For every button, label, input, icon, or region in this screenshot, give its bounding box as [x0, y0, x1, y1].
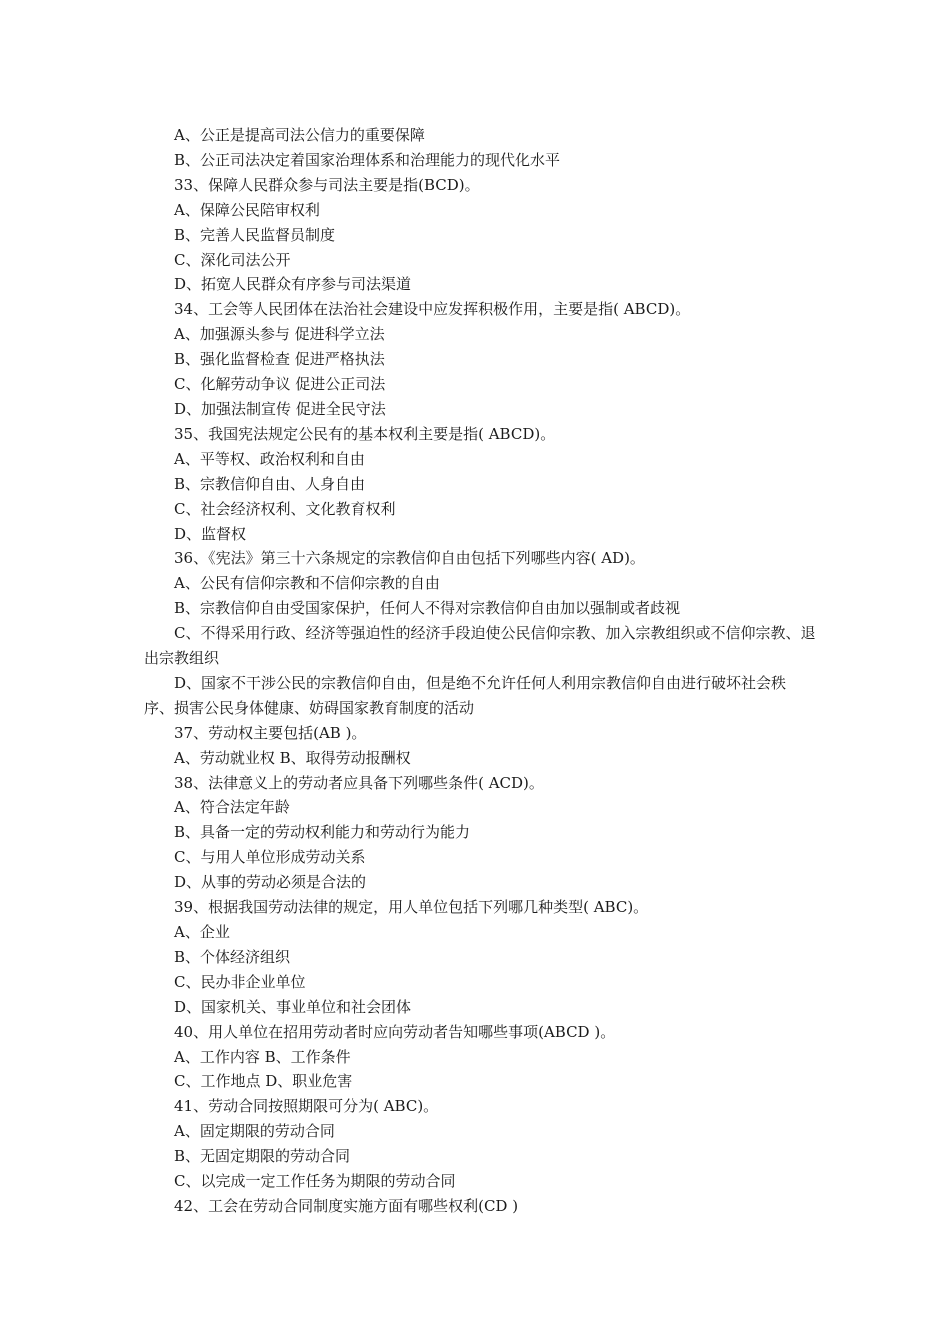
- text-line: B、公正司法决定着国家治理体系和治理能力的现代化水平: [174, 150, 561, 169]
- option-line: A、公民有信仰宗教和不信仰宗教的自由: [174, 574, 440, 593]
- question-line: 33、保障人民群众参与司法主要是指(BCD)。: [174, 175, 480, 194]
- question-line: 37、劳动权主要包括(AB )。: [174, 723, 367, 742]
- question-line: 40、用人单位在招用劳动者时应向劳动者告知哪些事项(ABCD )。: [174, 1022, 616, 1041]
- option-line: B、宗教信仰自由受国家保护，任何人不得对宗教信仰自由加以强制或者歧视: [174, 599, 681, 618]
- question-line: 34、工会等人民团体在法治社会建设中应发挥积极作用，主要是指( ABCD)。: [174, 300, 691, 319]
- option-line: A、加强源头参与 促进科学立法: [174, 325, 385, 344]
- option-line: C、不得采用行政、经济等强迫性的经济手段迫使公民信仰宗教、加入宗教组织或不信仰宗教、退出宗教组织: [144, 624, 816, 668]
- option-line: B、具备一定的劳动权利能力和劳动行为能力: [174, 823, 471, 842]
- option-line: C、社会经济权利、文化教育权利: [174, 499, 396, 518]
- option-line: D、加强法制宣传 促进全民守法: [174, 399, 386, 418]
- option-line: A、劳动就业权 B、取得劳动报酬权: [174, 748, 411, 767]
- option-line: C、与用人单位形成劳动关系: [174, 848, 366, 867]
- option-line: D、国家不干涉公民的宗教信仰自由，但是绝不允许任何人利用宗教信仰自由进行破坏社会秩序、损害公民身体健康、妨碍国家教育制度的活动: [144, 673, 787, 717]
- question-line: 38、法律意义上的劳动者应具备下列哪些条件( ACD)。: [174, 773, 544, 792]
- option-line: B、宗教信仰自由、人身自由: [174, 474, 366, 493]
- document-body: [144, 123, 816, 1219]
- question-line: 39、根据我国劳动法律的规定，用人单位包括下列哪几种类型( ABC)。: [174, 898, 649, 917]
- option-line: B、完善人民监督员制度: [174, 225, 336, 244]
- question-line: 42、工会在劳动合同制度实施方面有哪些权利(CD ): [174, 1196, 519, 1215]
- option-line: A、固定期限的劳动合同: [174, 1122, 335, 1141]
- option-line: D、国家机关、事业单位和社会团体: [174, 997, 412, 1016]
- option-line: A、工作内容 B、工作条件: [174, 1047, 351, 1066]
- option-line: B、个体经济组织: [174, 947, 291, 966]
- option-line: A、平等权、政治权利和自由: [174, 449, 365, 468]
- option-line: C、深化司法公开: [174, 250, 291, 269]
- option-line: B、强化监督检查 促进严格执法: [174, 350, 385, 369]
- text-line: A、公正是提高司法公信力的重要保障: [174, 126, 425, 144]
- option-line: A、保障公民陪审权利: [174, 200, 320, 219]
- option-line: C、工作地点 D、职业危害: [174, 1072, 353, 1091]
- option-line: C、民办非企业单位: [174, 972, 306, 991]
- option-line: C、化解劳动争议 促进公正司法: [174, 375, 386, 394]
- option-line: D、监督权: [174, 524, 247, 543]
- option-line: B、无固定期限的劳动合同: [174, 1147, 351, 1166]
- option-line: A、符合法定年龄: [174, 798, 290, 817]
- question-line: 41、劳动合同按照期限可分为( ABC)。: [174, 1097, 439, 1116]
- question-line: 36、《宪法》第三十六条规定的宗教信仰自由包括下列哪些内容( AD)。: [174, 549, 645, 568]
- option-line: C、以完成一定工作任务为期限的劳动合同: [174, 1172, 456, 1191]
- option-line: D、拓宽人民群众有序参与司法渠道: [174, 275, 412, 294]
- question-line: 35、我国宪法规定公民有的基本权利主要是指( ABCD)。: [174, 424, 556, 443]
- option-line: D、从事的劳动必须是合法的: [174, 873, 367, 892]
- option-line: A、企业: [174, 923, 230, 941]
